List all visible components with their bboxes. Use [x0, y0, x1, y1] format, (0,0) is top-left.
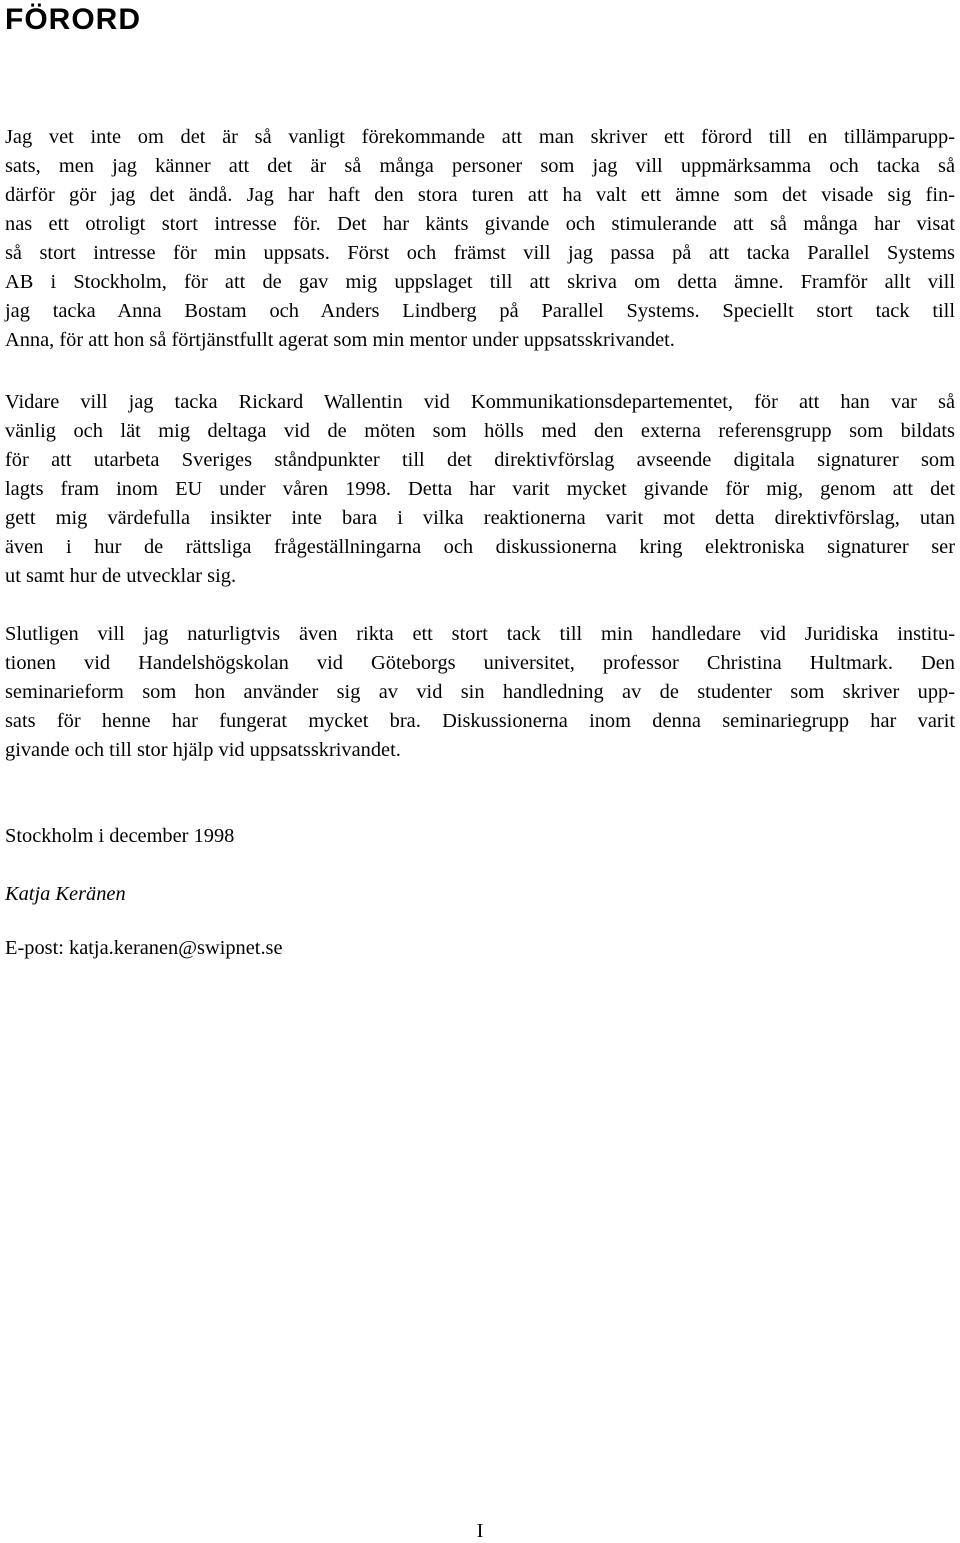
text-line: för att utarbeta Sveriges ståndpunkter till det direktivförslag avseende digitala signaturer som — [5, 449, 955, 471]
text-line: jag tacka Anna Bostam och Anders Lindberg på Parallel Systems. Speciellt stort tack till — [5, 300, 955, 322]
text-line: tionen vid Handelshögskolan vid Göteborgs universitet, professor Christina Hultmark. Den — [5, 652, 955, 674]
text-line: gett mig värdefulla insikter inte bara i vilka reaktionerna varit mot detta direktivförslag, utan — [5, 507, 955, 529]
text-line: Anna, för att hon så förtjänstfullt agerat som min mentor under uppsatsskrivandet. — [5, 329, 675, 351]
text-line: Slutligen vill jag naturligtvis även rikta ett stort tack till min handledare vid Juridiska institu- — [5, 623, 955, 645]
text-line: så stort intresse för min uppsats. Först och främst vill jag passa på att tacka Parallel Systems — [5, 242, 955, 264]
text-line: även i hur de rättsliga frågeställningarna och diskussionerna kring elektroniska signaturer ser — [5, 536, 955, 558]
page-number: I — [476, 1520, 484, 1542]
author-email: E-post: katja.keranen@swipnet.se — [5, 937, 283, 959]
text-line: därför gör jag det ändå. Jag har haft den stora turen att ha valt ett ämne som det visade sig fin- — [5, 184, 955, 206]
foreword-paragraph-1 — [5, 123, 955, 355]
foreword-paragraph-2 — [5, 388, 955, 591]
text-line: vänlig och lät mig deltaga vid de möten som hölls med den externa referensgrupp som bildats — [5, 420, 955, 442]
text-line: seminarieform som hon använder sig av vid sin handledning av de studenter som skriver upp- — [5, 681, 955, 703]
text-line: Vidare vill jag tacka Rickard Wallentin vid Kommunikationsdepartementet, för att han var så — [5, 391, 955, 413]
text-line: nas ett otroligt stort intresse för. Det har känts givande och stimulerande att så många har visat — [5, 213, 955, 235]
text-line: givande och till stor hjälp vid uppsatsskrivandet. — [5, 739, 401, 761]
text-line: ut samt hur de utvecklar sig. — [5, 565, 237, 587]
foreword-paragraph-3 — [5, 620, 955, 765]
text-line: sats för henne har fungerat mycket bra. Diskussionerna inom denna seminariegrupp har varit — [5, 710, 955, 732]
text-line: AB i Stockholm, för att de gav mig uppslaget till att skriva om detta ämne. Framför allt vill — [5, 271, 955, 293]
text-line: lagts fram inom EU under våren 1998. Detta har varit mycket givande för mig, genom att det — [5, 478, 955, 500]
author-name: Katja Keränen — [5, 883, 126, 905]
text-line: Jag vet inte om det är så vanligt förekommande att man skriver ett förord till en tillämparupp- — [5, 126, 955, 148]
page-title: FÖRORD — [5, 3, 141, 36]
text-line: sats, men jag känner att det är så många personer som jag vill uppmärksamma och tacka så — [5, 155, 955, 177]
place-date: Stockholm i december 1998 — [5, 825, 235, 847]
